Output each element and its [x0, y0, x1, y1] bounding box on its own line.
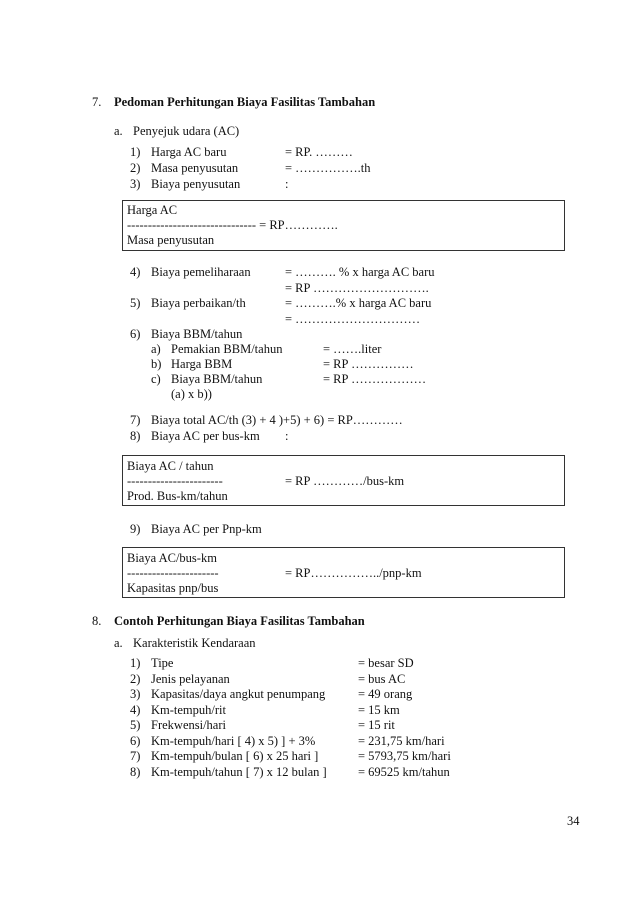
subsection-a-title: Penyejuk udara (AC): [133, 124, 240, 138]
sub-item-value: = RP ………………: [323, 372, 427, 386]
list-item-value: :: [285, 429, 289, 443]
list-item-label: Tipe: [151, 656, 174, 670]
formula-fraction-line: ----------------------: [127, 566, 219, 580]
list-item-number: 3): [130, 177, 141, 191]
list-item-label: Biaya penyusutan: [151, 177, 241, 191]
page-number: 34: [567, 814, 580, 828]
list-item-label: Biaya pemeliharaan: [151, 265, 251, 279]
list-item-number: 4): [130, 703, 141, 717]
formula-numerator: Harga AC: [127, 203, 178, 217]
list-item-value: = RP ……………………….: [285, 281, 429, 295]
sub-item-letter: b): [151, 357, 162, 371]
section-8-number: 8.: [92, 614, 102, 628]
subsection-a-letter: a.: [114, 124, 123, 138]
list-item-number: 3): [130, 687, 141, 701]
sub-item-value: = RP ……………: [323, 357, 414, 371]
sub-item-value: = …….liter: [323, 342, 382, 356]
formula-denominator: Prod. Bus-km/tahun: [127, 489, 228, 503]
formula-result: = RP……………../pnp-km: [285, 566, 422, 580]
sub-item-letter: c): [151, 372, 161, 386]
list-item-label: Km-tempuh/tahun [ 7) x 12 bulan ]: [151, 765, 327, 779]
list-item-value: = …………….th: [285, 161, 371, 175]
subsection-a-title: Karakteristik Kendaraan: [133, 636, 256, 650]
list-item-number: 2): [130, 161, 141, 175]
list-item-label: Km-tempuh/bulan [ 6) x 25 hari ]: [151, 749, 319, 763]
list-item-text: Biaya total AC/th (3) + 4 )+5) + 6) = RP…………: [151, 413, 403, 427]
formula-numerator: Biaya AC / tahun: [127, 459, 214, 473]
list-item-number: 4): [130, 265, 141, 279]
list-item-number: 9): [130, 522, 141, 536]
list-item-number: 8): [130, 429, 141, 443]
subsection-a-letter: a.: [114, 636, 123, 650]
sub-item-letter: a): [151, 342, 161, 356]
list-item-value: = 15 rit: [358, 718, 395, 732]
section-7-title: Pedoman Perhitungan Biaya Fasilitas Tambahan: [114, 95, 376, 109]
list-item-value: :: [285, 177, 289, 191]
list-item-value: = 231,75 km/hari: [358, 734, 445, 748]
sub-item-label: Biaya BBM/tahun: [171, 372, 263, 386]
section-7-number: 7.: [92, 95, 102, 109]
list-item-number: 8): [130, 765, 141, 779]
list-item-value: = …………………………: [285, 312, 421, 326]
formula-denominator: Masa penyusutan: [127, 233, 215, 247]
list-item-value: = 69525 km/tahun: [358, 765, 450, 779]
list-item-number: 6): [130, 734, 141, 748]
list-item-value: = RP. ………: [285, 145, 353, 159]
list-item-label: Km-tempuh/hari [ 4) x 5) ] + 3%: [151, 734, 316, 748]
list-item-value: = 15 km: [358, 703, 400, 717]
formula-fraction-line: -----------------------: [127, 474, 223, 488]
list-item-number: 7): [130, 749, 141, 763]
formula-denominator: Kapasitas pnp/bus: [127, 581, 219, 595]
list-item-number: 6): [130, 327, 141, 341]
list-item-value: = besar SD: [358, 656, 414, 670]
formula-result: = RP …………/bus-km: [285, 474, 405, 488]
list-item-value: = bus AC: [358, 672, 406, 686]
list-item-label: Kapasitas/daya angkut penumpang: [151, 687, 326, 701]
list-item-label: Biaya AC per bus-km: [151, 429, 260, 443]
list-item-label: Biaya perbaikan/th: [151, 296, 246, 310]
list-item-value: = 49 orang: [358, 687, 413, 701]
list-item-label: Biaya BBM/tahun: [151, 327, 243, 341]
section-8-title: Contoh Perhitungan Biaya Fasilitas Tambahan: [114, 614, 365, 628]
list-item-label: Jenis pelayanan: [151, 672, 230, 686]
list-item-value: = ………. % x harga AC baru: [285, 265, 435, 279]
list-item-value: = ……….% x harga AC baru: [285, 296, 432, 310]
list-item-label: Frekwensi/hari: [151, 718, 226, 732]
list-item-number: 5): [130, 718, 141, 732]
list-item-number: 5): [130, 296, 141, 310]
formula-fraction-line: ------------------------------- = RP………….: [127, 218, 338, 232]
list-item-value: = 5793,75 km/hari: [358, 749, 451, 763]
sub-item-label: Pemakian BBM/tahun: [171, 342, 283, 356]
sub-item-formula: (a) x b)): [171, 387, 212, 401]
list-item-text: Biaya AC per Pnp-km: [151, 522, 262, 536]
list-item-number: 7): [130, 413, 141, 427]
list-item-number: 2): [130, 672, 141, 686]
list-item-label: Masa penyusutan: [151, 161, 239, 175]
sub-item-label: Harga BBM: [171, 357, 233, 371]
list-item-number: 1): [130, 145, 141, 159]
list-item-label: Harga AC baru: [151, 145, 227, 159]
formula-numerator: Biaya AC/bus-km: [127, 551, 217, 565]
list-item-label: Km-tempuh/rit: [151, 703, 226, 717]
list-item-number: 1): [130, 656, 141, 670]
